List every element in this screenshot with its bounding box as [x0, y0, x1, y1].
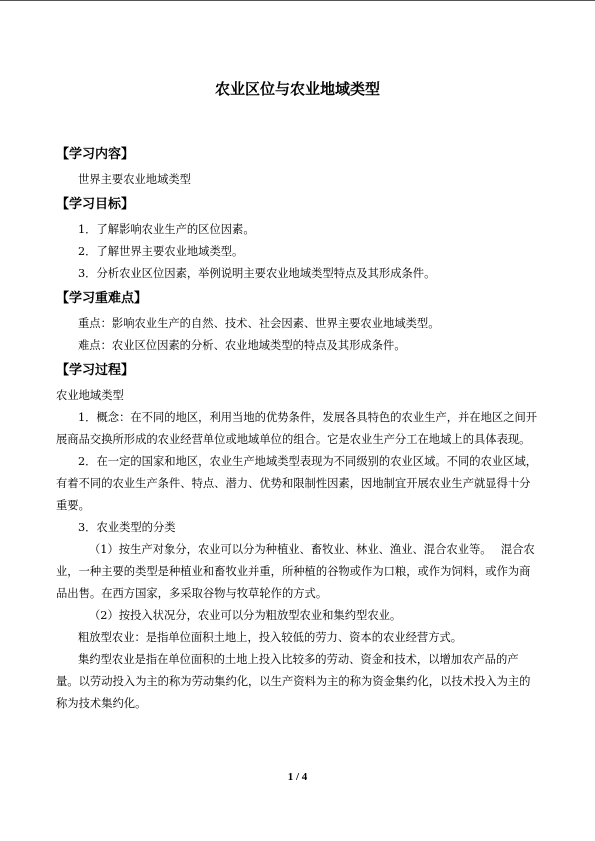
process-paragraph-7: 集约型农业是指在单位面积的土地上投入比较多的劳动、资金和技术，以增加农产品的产量。以劳动投入为主的称为劳动集约化，以生产资料为主的称为资金集约化，以技术投入为主的称为技术集约化。 — [56, 653, 531, 710]
section-heading-keypoints: 【学习重难点】 — [56, 291, 148, 306]
section-heading-content: 【学习内容】 — [56, 147, 135, 162]
section-heading-process: 【学习过程】 — [56, 363, 135, 378]
process-paragraph-3: 3．农业类型的分类 — [78, 521, 176, 534]
goal-item-2: 2．了解世界主要农业地域类型。 — [78, 245, 244, 258]
process-paragraph-4: （1）按生产对象分，农业可以分为种植业、畜牧业、林业、渔业、混合农业等。 混合农业，一种主要的类型是种植业和畜牧业并重，所种植的谷物或作为口粮，或作为饲料，或作为商品出售。在西方国家，多采取谷物与牧草轮作的方式。 — [56, 543, 535, 600]
process-subtitle: 农业地域类型 — [56, 389, 124, 402]
document-title: 农业区位与农业地域类型 — [214, 80, 380, 98]
content-text: 世界主要农业地域类型 — [78, 173, 191, 186]
keypoint-focus: 重点：影响农业生产的自然、技术、社会因素、世界主要农业地域类型。 — [78, 317, 440, 330]
goal-item-3: 3．分析农业区位因素，举例说明主要农业地域类型特点及其形成条件。 — [78, 267, 436, 280]
process-paragraph-2: 2．在一定的国家和地区，农业生产地域类型表现为不同级别的农业区域。不同的农业区域，有着不同的农业生产条件、特点、潜力、优势和限制性因素，因地制宜开展农业生产就显得十分重要。 — [56, 455, 538, 512]
process-paragraph-5: （2）按投入状况分，农业可以分为粗放型农业和集约型农业。 — [89, 609, 402, 622]
keypoint-difficulty: 难点：农业区位因素的分析、农业地域类型的特点及其形成条件。 — [78, 339, 406, 352]
goal-item-1: 1．了解影响农业生产的区位因素。 — [78, 223, 255, 236]
section-heading-goals: 【学习目标】 — [56, 197, 135, 212]
process-paragraph-6: 粗放型农业：是指单位面积土地上，投入较低的劳力、资本的农业经营方式。 — [78, 631, 463, 644]
process-paragraph-1: 1．概念：在不同的地区，利用当地的优势条件，发展各具特色的农业生产，并在地区之间开展商品交换所形成的农业经营单位或地域单位的组合。它是农业生产分工在地域上的具体表现。 — [56, 411, 538, 446]
document-body — [56, 141, 538, 715]
top-border-line — [0, 0, 595, 1]
page-number: 1 / 4 — [287, 771, 308, 783]
